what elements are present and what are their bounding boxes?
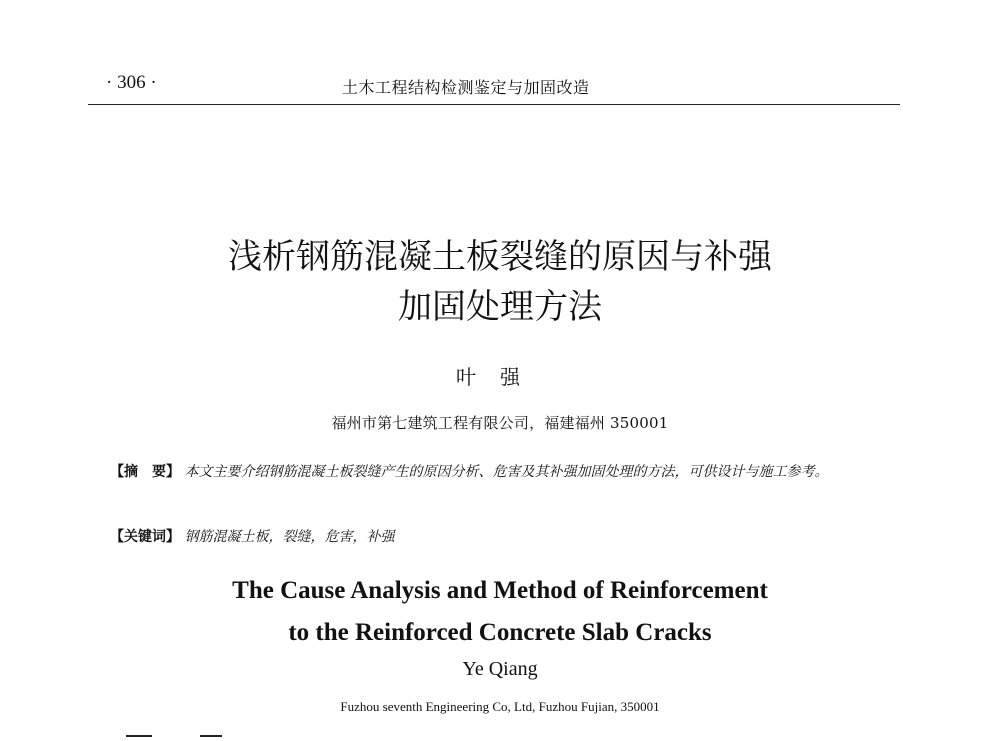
abstract-label: 【摘 要】 xyxy=(110,464,180,480)
keywords-label: 【关键词】 xyxy=(110,529,180,545)
english-author: Ye Qiang xyxy=(462,658,538,680)
cutoff-rule-right xyxy=(200,735,222,737)
chinese-author: 叶强 xyxy=(456,365,544,389)
running-header xyxy=(88,72,900,105)
english-title xyxy=(0,570,1000,654)
english-title-line-2: to the Reinforced Concrete Slab Cracks xyxy=(288,619,712,646)
chinese-affiliation: 福州市第七建筑工程有限公司，福建福州 350001 xyxy=(331,414,669,432)
cutoff-rule-left xyxy=(126,735,152,737)
chinese-title-line-1: 浅析钢筋混凝土板裂缝的原因与补强 xyxy=(228,237,772,277)
chinese-keywords xyxy=(110,527,902,547)
english-affiliation: Fuzhou seventh Engineering Co, Ltd, Fuzhou Fujian, 350001 xyxy=(340,699,660,714)
chinese-title-line-2: 加固处理方法 xyxy=(398,287,602,327)
chinese-title xyxy=(0,232,1000,332)
chinese-abstract xyxy=(110,455,902,489)
english-title-line-1: The Cause Analysis and Method of Reinforcement xyxy=(232,577,768,604)
journal-title: 土木工程结构检测鉴定与加固改造 xyxy=(342,78,590,97)
abstract-text: 本文主要介绍钢筋混凝土板裂缝产生的原因分析、危害及其补强加固处理的方法，可供设计与施工参考。 xyxy=(184,464,829,480)
keywords-text: 钢筋混凝土板，裂缝，危害，补强 xyxy=(184,529,395,545)
page-number: · 306 · xyxy=(106,72,157,93)
